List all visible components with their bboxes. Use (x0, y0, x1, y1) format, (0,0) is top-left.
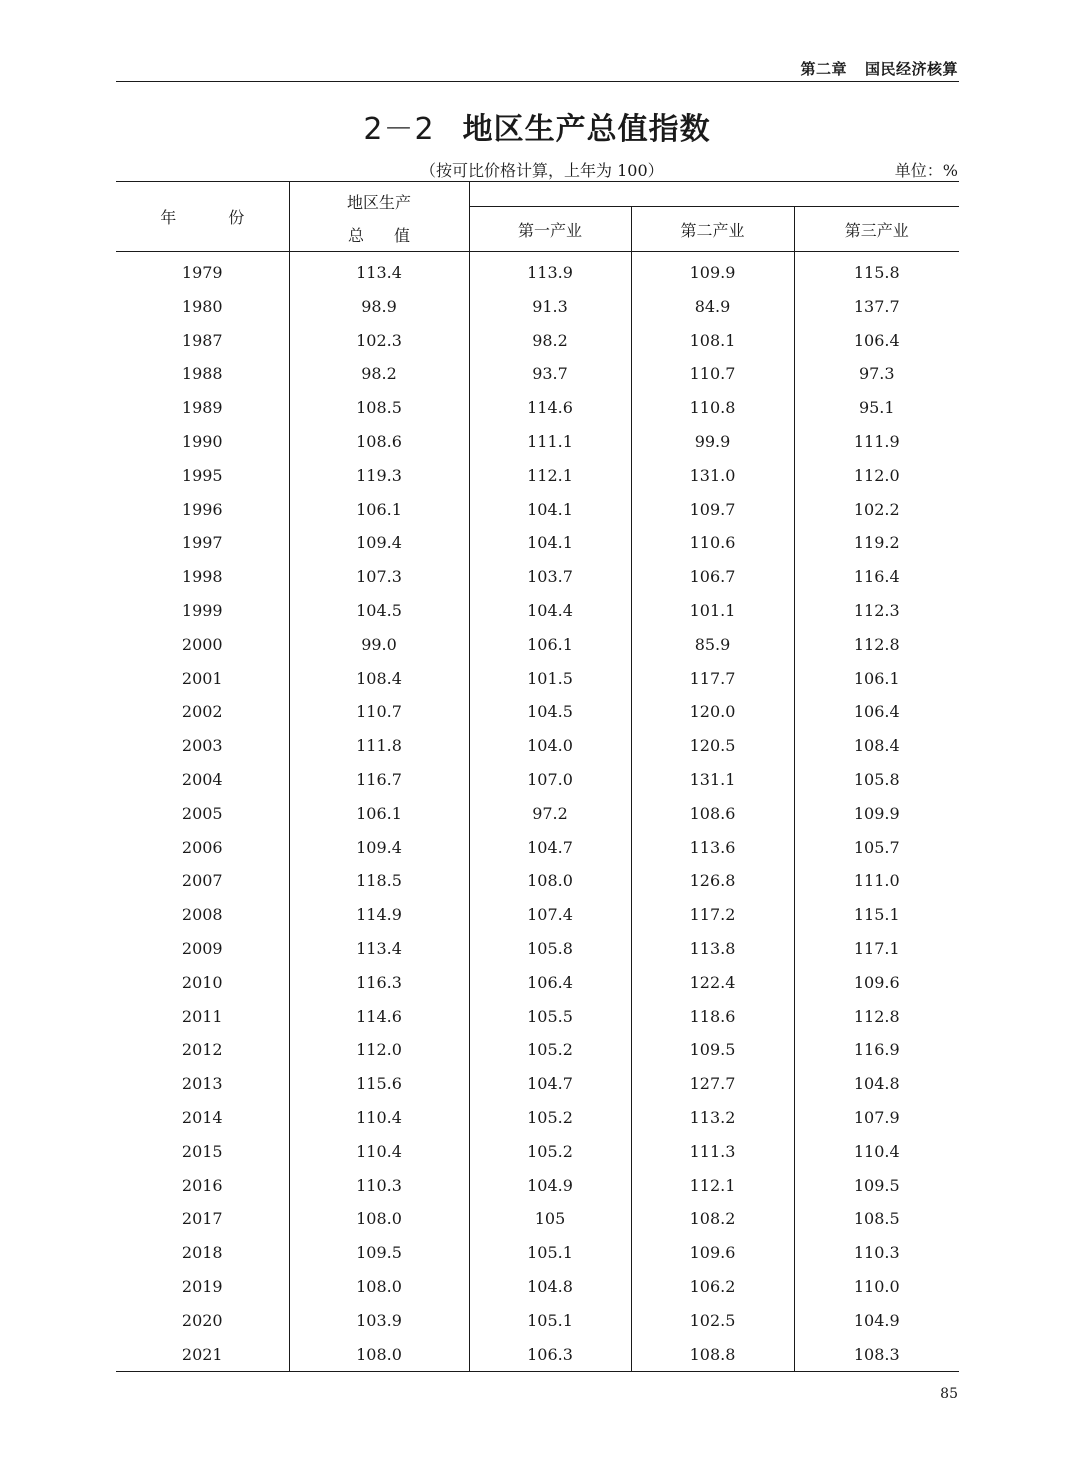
cell-secondary: 118.6 (631, 1000, 794, 1034)
cell-primary: 113.9 (469, 252, 631, 290)
table-row (116, 695, 959, 729)
cell-tertiary: 119.2 (794, 526, 959, 560)
cell-primary: 104.9 (469, 1169, 631, 1203)
cell-year: 2015 (181, 1141, 223, 1161)
cell-primary: 101.5 (469, 662, 631, 696)
header-tertiary: 第三产业 (794, 207, 959, 252)
cell-secondary: 84.9 (631, 290, 794, 324)
cell-year: 1990 (181, 431, 223, 451)
cell-primary: 105.5 (469, 1000, 631, 1034)
cell-gdp: 114.6 (289, 1000, 469, 1034)
cell-secondary: 108.6 (631, 797, 794, 831)
cell-year: 2011 (181, 1006, 223, 1026)
cell-year: 2006 (181, 837, 223, 857)
cell-secondary: 111.3 (631, 1135, 794, 1169)
cell-tertiary: 105.7 (794, 831, 959, 865)
table-row (116, 1169, 959, 1203)
cell-primary: 104.5 (469, 695, 631, 729)
cell-primary: 104.8 (469, 1270, 631, 1304)
cell-year: 2002 (181, 702, 223, 722)
table-subtitle: （按可比价格计算，上年为 100） (420, 161, 664, 180)
cell-gdp: 107.3 (289, 560, 469, 594)
cell-gdp: 108.4 (289, 662, 469, 696)
cell-tertiary: 112.8 (794, 628, 959, 662)
header-sector-group (469, 182, 959, 207)
table-row (116, 526, 959, 560)
cell-gdp: 108.6 (289, 425, 469, 459)
cell-secondary: 110.8 (631, 391, 794, 425)
cell-year: 2016 (181, 1175, 223, 1195)
cell-gdp: 108.0 (289, 1202, 469, 1236)
cell-secondary: 108.8 (631, 1338, 794, 1372)
table-title (0, 104, 1074, 148)
table-row (116, 290, 959, 324)
table-row (116, 1000, 959, 1034)
cell-year: 1995 (181, 465, 223, 485)
cell-year: 1979 (181, 263, 223, 282)
cell-primary: 104.7 (469, 1067, 631, 1101)
cell-secondary: 117.7 (631, 662, 794, 696)
cell-year: 2021 (181, 1344, 223, 1364)
header-secondary: 第二产业 (631, 207, 794, 252)
cell-year: 2000 (181, 634, 223, 654)
cell-tertiary: 111.0 (794, 864, 959, 898)
cell-tertiary: 104.8 (794, 1067, 959, 1101)
cell-secondary: 117.2 (631, 898, 794, 932)
cell-primary: 104.1 (469, 493, 631, 527)
cell-tertiary: 116.4 (794, 560, 959, 594)
cell-gdp: 114.9 (289, 898, 469, 932)
cell-year: 1999 (181, 600, 223, 620)
table-row (116, 864, 959, 898)
cell-gdp: 113.4 (289, 932, 469, 966)
cell-gdp: 111.8 (289, 729, 469, 763)
cell-primary: 103.7 (469, 560, 631, 594)
cell-primary: 106.1 (469, 628, 631, 662)
cell-year: 2013 (181, 1074, 223, 1094)
table-row (116, 966, 959, 1000)
table-row (116, 1135, 959, 1169)
cell-tertiary: 112.3 (794, 594, 959, 628)
cell-primary: 104.0 (469, 729, 631, 763)
cell-year: 2003 (181, 736, 223, 756)
cell-year: 2010 (181, 972, 223, 992)
cell-year: 1998 (181, 567, 223, 587)
cell-tertiary: 106.1 (794, 662, 959, 696)
cell-gdp: 102.3 (289, 324, 469, 358)
cell-gdp: 118.5 (289, 864, 469, 898)
table-row (116, 628, 959, 662)
section-label: 国民经济核算 (864, 60, 958, 78)
cell-secondary: 127.7 (631, 1067, 794, 1101)
cell-year: 2017 (181, 1209, 223, 1229)
cell-secondary: 112.1 (631, 1169, 794, 1203)
table-row (116, 729, 959, 763)
table-row (116, 763, 959, 797)
cell-primary: 107.4 (469, 898, 631, 932)
cell-gdp: 110.4 (289, 1135, 469, 1169)
cell-primary: 104.7 (469, 831, 631, 865)
cell-tertiary: 112.8 (794, 1000, 959, 1034)
cell-primary: 106.3 (469, 1338, 631, 1372)
cell-primary: 105.1 (469, 1236, 631, 1270)
cell-year: 2018 (181, 1243, 223, 1263)
cell-tertiary: 95.1 (794, 391, 959, 425)
unit-label: 单位：% (894, 161, 958, 180)
cell-gdp: 109.4 (289, 831, 469, 865)
table-row (116, 898, 959, 932)
cell-tertiary: 102.2 (794, 493, 959, 527)
cell-primary: 105.2 (469, 1033, 631, 1067)
table-row (116, 1202, 959, 1236)
cell-gdp: 116.3 (289, 966, 469, 1000)
cell-secondary: 108.2 (631, 1202, 794, 1236)
table-row (116, 357, 959, 391)
cell-year: 1988 (181, 364, 223, 384)
cell-year: 2001 (181, 668, 223, 688)
table-row (116, 425, 959, 459)
header-rule (116, 81, 959, 82)
cell-primary: 107.0 (469, 763, 631, 797)
cell-secondary: 120.5 (631, 729, 794, 763)
cell-tertiary: 117.1 (794, 932, 959, 966)
table-row (116, 1067, 959, 1101)
table-row (116, 1101, 959, 1135)
cell-primary: 98.2 (469, 324, 631, 358)
cell-tertiary: 110.3 (794, 1236, 959, 1270)
table-row (116, 1270, 959, 1304)
table-row (116, 1033, 959, 1067)
header-gdp-line1: 地区生产 (346, 192, 411, 212)
cell-secondary: 131.1 (631, 763, 794, 797)
cell-year: 2004 (181, 769, 223, 789)
cell-gdp: 108.5 (289, 391, 469, 425)
table-row (116, 560, 959, 594)
cell-primary: 114.6 (469, 391, 631, 425)
cell-tertiary: 137.7 (794, 290, 959, 324)
table-row (116, 1236, 959, 1270)
cell-tertiary: 116.9 (794, 1033, 959, 1067)
table-row (116, 662, 959, 696)
cell-gdp: 99.0 (289, 628, 469, 662)
cell-primary: 105 (469, 1202, 631, 1236)
cell-secondary: 109.9 (631, 252, 794, 290)
cell-primary: 104.4 (469, 594, 631, 628)
cell-primary: 93.7 (469, 357, 631, 391)
cell-gdp: 109.5 (289, 1236, 469, 1270)
cell-primary: 108.0 (469, 864, 631, 898)
cell-secondary: 109.5 (631, 1033, 794, 1067)
table-body (116, 252, 959, 1372)
cell-tertiary: 106.4 (794, 324, 959, 358)
table-row (116, 1338, 959, 1372)
cell-tertiary: 105.8 (794, 763, 959, 797)
cell-primary: 105.8 (469, 932, 631, 966)
cell-tertiary: 106.4 (794, 695, 959, 729)
cell-gdp: 104.5 (289, 594, 469, 628)
cell-primary: 91.3 (469, 290, 631, 324)
cell-secondary: 113.8 (631, 932, 794, 966)
table-row (116, 831, 959, 865)
cell-gdp: 110.4 (289, 1101, 469, 1135)
cell-year: 1980 (181, 296, 223, 316)
cell-tertiary: 109.6 (794, 966, 959, 1000)
gdp-index-table (116, 181, 959, 1372)
cell-year: 2020 (181, 1310, 223, 1330)
chapter-label: 第二章 (800, 60, 847, 78)
cell-gdp: 113.4 (289, 252, 469, 290)
cell-gdp: 106.1 (289, 493, 469, 527)
page-number: 85 (940, 1386, 958, 1402)
cell-primary: 105.2 (469, 1101, 631, 1135)
cell-secondary: 85.9 (631, 628, 794, 662)
cell-secondary: 102.5 (631, 1304, 794, 1338)
cell-gdp: 119.3 (289, 459, 469, 493)
cell-tertiary: 115.1 (794, 898, 959, 932)
cell-secondary: 110.6 (631, 526, 794, 560)
cell-year: 2008 (181, 905, 223, 925)
table-row (116, 493, 959, 527)
cell-tertiary: 108.5 (794, 1202, 959, 1236)
cell-gdp: 109.4 (289, 526, 469, 560)
cell-year: 2012 (181, 1040, 223, 1060)
table-row (116, 932, 959, 966)
cell-secondary: 113.2 (631, 1101, 794, 1135)
cell-primary: 105.1 (469, 1304, 631, 1338)
cell-secondary: 106.2 (631, 1270, 794, 1304)
cell-secondary: 113.6 (631, 831, 794, 865)
cell-gdp: 98.2 (289, 357, 469, 391)
cell-gdp: 110.7 (289, 695, 469, 729)
header-primary: 第一产业 (469, 207, 631, 252)
cell-secondary: 109.6 (631, 1236, 794, 1270)
table-row (116, 459, 959, 493)
cell-tertiary: 112.0 (794, 459, 959, 493)
cell-tertiary: 108.3 (794, 1338, 959, 1372)
cell-secondary: 120.0 (631, 695, 794, 729)
cell-tertiary: 109.9 (794, 797, 959, 831)
cell-year: 1996 (181, 499, 223, 519)
cell-year: 1989 (181, 398, 223, 418)
table-row (116, 594, 959, 628)
cell-gdp: 103.9 (289, 1304, 469, 1338)
cell-year: 2009 (181, 938, 223, 958)
cell-primary: 105.2 (469, 1135, 631, 1169)
cell-secondary: 110.7 (631, 357, 794, 391)
table-row (116, 324, 959, 358)
cell-secondary: 126.8 (631, 864, 794, 898)
cell-primary: 106.4 (469, 966, 631, 1000)
cell-tertiary: 115.8 (794, 252, 959, 290)
table-title-text: 地区生产总值指数 (462, 112, 711, 147)
cell-tertiary: 110.4 (794, 1135, 959, 1169)
cell-year: 1987 (181, 330, 223, 350)
running-head (800, 58, 958, 79)
cell-primary: 111.1 (469, 425, 631, 459)
table-row (116, 391, 959, 425)
cell-gdp: 108.0 (289, 1338, 469, 1372)
cell-gdp: 110.3 (289, 1169, 469, 1203)
cell-gdp: 112.0 (289, 1033, 469, 1067)
cell-gdp: 106.1 (289, 797, 469, 831)
cell-tertiary: 111.9 (794, 425, 959, 459)
header-year: 年 份 (116, 182, 289, 252)
cell-gdp: 98.9 (289, 290, 469, 324)
cell-secondary: 109.7 (631, 493, 794, 527)
cell-secondary: 106.7 (631, 560, 794, 594)
cell-secondary: 122.4 (631, 966, 794, 1000)
table-number: 2－2 (363, 112, 435, 147)
cell-year: 2005 (181, 803, 223, 823)
cell-year: 2007 (181, 871, 223, 891)
cell-secondary: 99.9 (631, 425, 794, 459)
cell-secondary: 131.0 (631, 459, 794, 493)
cell-gdp: 115.6 (289, 1067, 469, 1101)
cell-tertiary: 109.5 (794, 1169, 959, 1203)
cell-primary: 104.1 (469, 526, 631, 560)
header-gdp (289, 182, 469, 252)
cell-gdp: 108.0 (289, 1270, 469, 1304)
cell-year: 2014 (181, 1107, 223, 1127)
cell-primary: 97.2 (469, 797, 631, 831)
cell-year: 2019 (181, 1276, 223, 1296)
cell-tertiary: 97.3 (794, 357, 959, 391)
table-row (116, 1304, 959, 1338)
cell-year: 1997 (181, 533, 223, 553)
cell-gdp: 116.7 (289, 763, 469, 797)
cell-primary: 112.1 (469, 459, 631, 493)
cell-secondary: 108.1 (631, 324, 794, 358)
header-gdp-line2: 总值 (347, 225, 440, 245)
cell-secondary: 101.1 (631, 594, 794, 628)
cell-tertiary: 108.4 (794, 729, 959, 763)
cell-tertiary: 104.9 (794, 1304, 959, 1338)
table-row (116, 797, 959, 831)
cell-tertiary: 107.9 (794, 1101, 959, 1135)
table-row (116, 252, 959, 290)
cell-tertiary: 110.0 (794, 1270, 959, 1304)
